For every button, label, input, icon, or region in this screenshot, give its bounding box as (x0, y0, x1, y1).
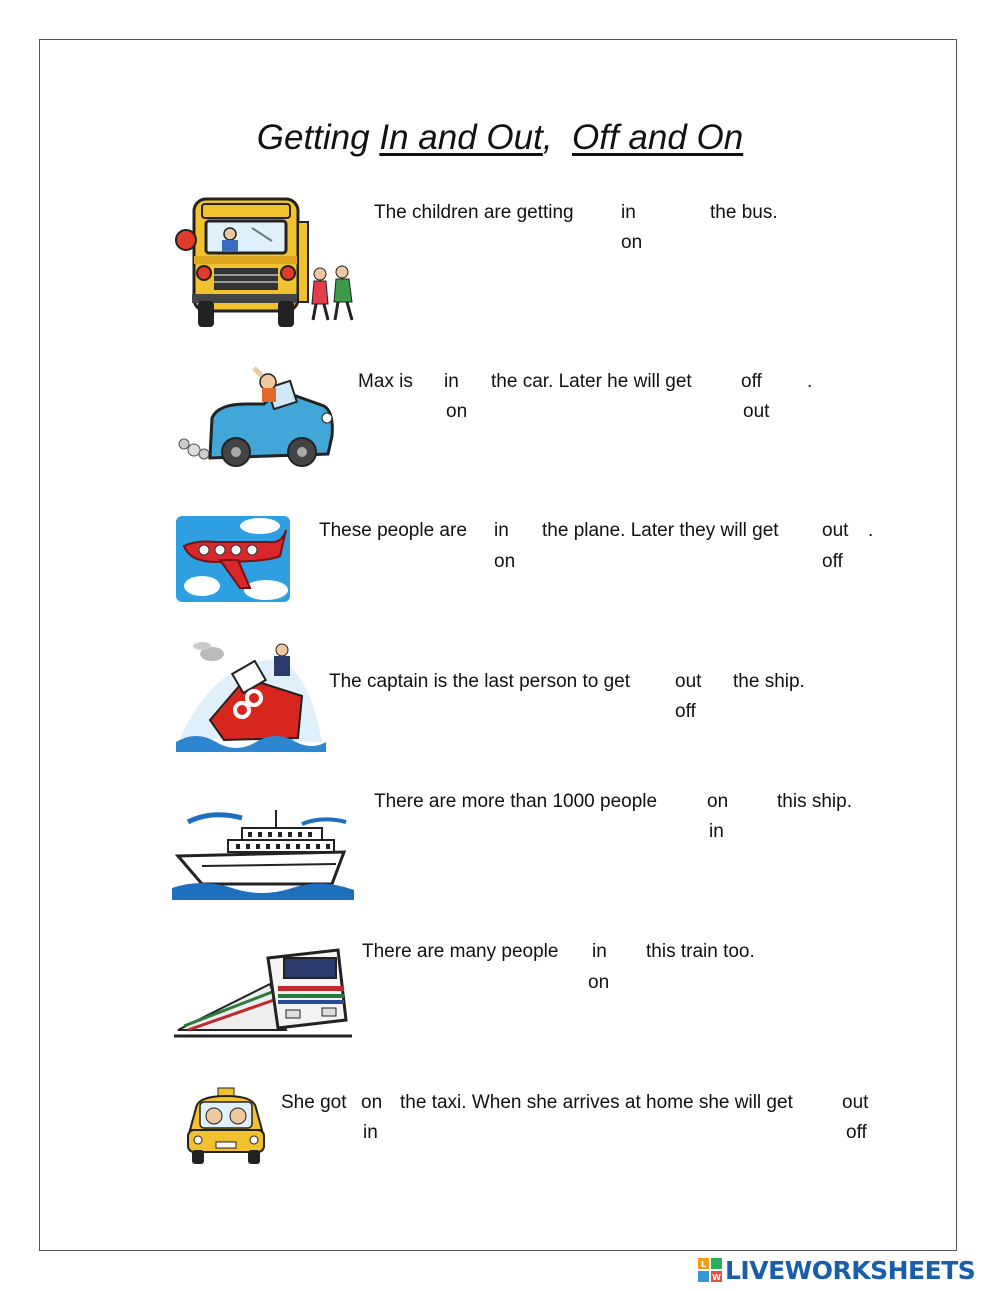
choice-7a-option-b[interactable]: in (363, 1122, 378, 1143)
sentence-2-part-c: . (807, 371, 813, 392)
sentence-1-part-a: The children are getting (374, 202, 574, 223)
choice-2a-option-a[interactable]: in (444, 371, 459, 392)
worksheet-title: Getting In and Out, Off and On (256, 118, 744, 157)
choice-7b-option-a[interactable]: out (842, 1092, 869, 1113)
choice-6-option-a[interactable]: in (592, 941, 607, 962)
title-in-out: In and Out (379, 118, 543, 157)
sentence-3-part-c: . (868, 520, 874, 541)
choice-3b-option-b[interactable]: off (822, 551, 843, 572)
liveworksheets-brand: LIVEWORKSHEETS (725, 1255, 976, 1285)
sentence-3-part-b: the plane. Later they will get (542, 520, 779, 541)
svg-text:W: W (712, 1273, 721, 1282)
school-bus-icon (172, 196, 362, 332)
choice-4-option-b[interactable]: off (675, 701, 696, 722)
sentence-6-part-a: There are many people (362, 941, 559, 962)
sentence-7-part-b: the taxi. When she arrives at home she will get (400, 1092, 793, 1113)
sentence-6-part-b: this train too. (646, 941, 755, 962)
sentence-2-part-a: Max is (358, 371, 413, 392)
train-icon (174, 944, 352, 1042)
sentence-5-part-a: There are more than 1000 people (374, 791, 658, 812)
choice-1-option-a[interactable]: in (621, 202, 636, 223)
choice-2b-option-a[interactable]: off (741, 371, 762, 392)
sentence-5-part-b: this ship. (777, 791, 852, 812)
sentence-1-part-b: the bus. (710, 202, 778, 223)
choice-4-option-a[interactable]: out (675, 671, 702, 692)
choice-3b-option-a[interactable]: out (822, 520, 849, 541)
airplane-icon (176, 516, 290, 602)
choice-5-option-b[interactable]: in (709, 821, 724, 842)
cruise-ship-icon (172, 806, 354, 900)
car-icon (174, 366, 338, 474)
choice-7b-option-b[interactable]: off (846, 1122, 867, 1143)
liveworksheets-logo (698, 1254, 994, 1286)
sentence-4-part-a: The captain is the last person to get (329, 671, 631, 692)
taxi-icon (184, 1086, 268, 1170)
sinking-ship-icon (176, 642, 326, 752)
sentence-4-part-b: the ship. (733, 671, 805, 692)
sentence-3-part-a: These people are (319, 520, 467, 541)
svg-text:L: L (700, 1260, 707, 1269)
choice-7a-option-a[interactable]: on (361, 1092, 383, 1113)
choice-6-option-b[interactable]: on (588, 972, 610, 993)
liveworksheets-logo-icon (698, 1258, 722, 1282)
sentence-7-part-a: She got (281, 1092, 347, 1113)
title-off-on: Off and On (572, 118, 744, 157)
choice-5-option-a[interactable]: on (707, 791, 729, 812)
choice-2b-option-b[interactable]: out (743, 401, 770, 422)
choice-3a-option-b[interactable]: on (494, 551, 516, 572)
sentence-2-part-b: the car. Later he will get (491, 371, 692, 392)
choice-3a-option-a[interactable]: in (494, 520, 509, 541)
choice-1-option-b[interactable]: on (621, 232, 643, 253)
choice-2a-option-b[interactable]: on (446, 401, 468, 422)
